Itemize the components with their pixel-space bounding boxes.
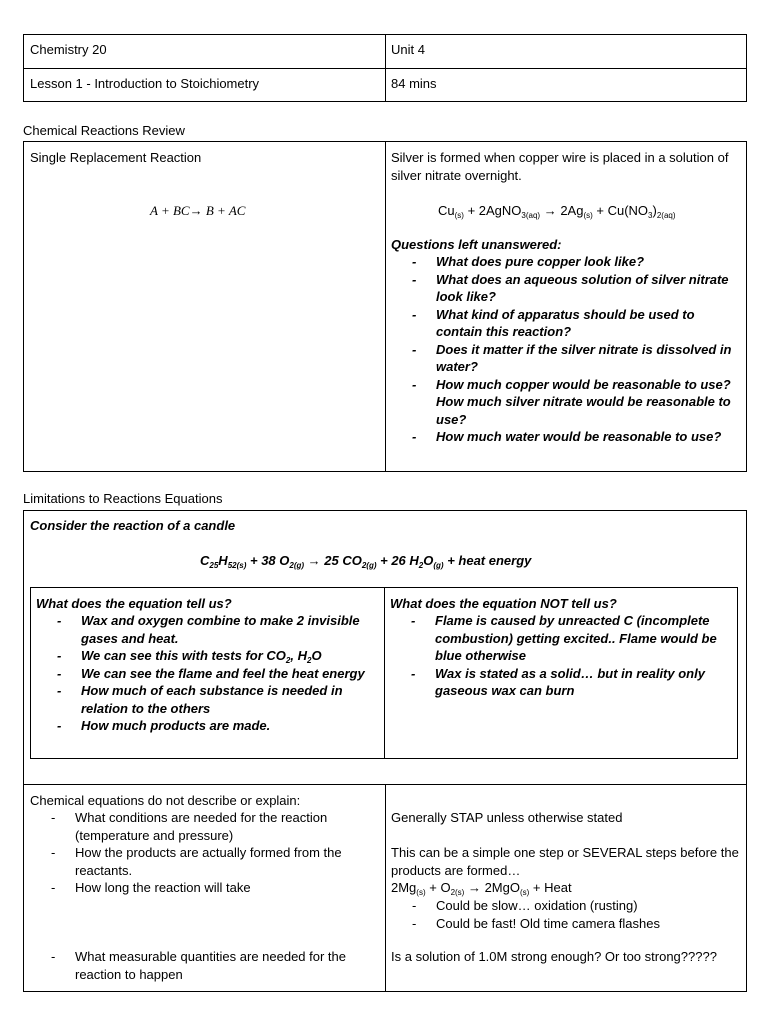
list-item: - How much copper would be reasonable to use? How much silver nitrate would be reasonable to use?: [391, 376, 743, 429]
list-item: - Flame is caused by unreacted C (incomplete combustion) getting excited.. Flame would be blue otherwise: [390, 612, 730, 665]
explain-list-bottom: [30, 948, 375, 983]
stap-note: Generally STAP unless otherwise stated: [391, 810, 623, 825]
list-item: - We can see the flame and feel the heat energy: [36, 665, 376, 683]
list-item: - We can see this with tests for $CO_2$, $H_2O$: [36, 647, 376, 665]
lesson-title: Lesson 1 - Introduction to Stoichiometry: [30, 76, 260, 91]
list-item: - What does an aqueous solution of silver nitrate look like?: [391, 271, 743, 306]
tell-list: [36, 612, 376, 735]
list-item: - What conditions are needed for the reaction (temperature and pressure): [30, 809, 375, 844]
explain-intro: Chemical equations do not describe or explain:: [30, 793, 301, 808]
solution-note: Is a solution of 1.0M strong enough? Or too strong?????: [391, 949, 717, 964]
list-item: - How much water would be reasonable to use?: [391, 428, 743, 446]
review-column-divider: [385, 141, 386, 472]
not-tell-list: [390, 612, 730, 700]
list-item: - Wax is stated as a solid… but in reality only gaseous wax can burn: [390, 665, 730, 700]
magnesium-equation: $2Mg_{(s)} + O_{2(s)} \to 2MgO_{(s)}$ + Heat: [391, 880, 572, 897]
list-item: - How the products are actually formed from the reactants.: [30, 844, 375, 879]
explain-column-divider: [385, 784, 386, 992]
reaction-description: Silver is formed when copper wire is placed in a solution of silver nitrate overnight.: [391, 150, 729, 183]
list-item: - What measurable quantities are needed for the reaction to happen: [30, 948, 375, 983]
reaction-type-title: Single Replacement Reaction: [30, 150, 202, 165]
list-item: - What kind of apparatus should be used to contain this reaction?: [391, 306, 743, 341]
list-item: - How long the reaction will take: [30, 879, 375, 897]
questions-list: [391, 253, 743, 446]
analysis-column-divider: [384, 587, 385, 759]
list-item: - Could be slow… oxidation (rusting): [391, 897, 743, 915]
limitations-heading: Limitations to Reactions Equations: [23, 491, 223, 506]
candle-title: Consider the reaction of a candle: [30, 518, 236, 533]
not-tell-title: What does the equation NOT tell us?: [390, 596, 617, 611]
candle-equation: $C_{25}H_{52(s)} + 38$ $O_{2(g)} \to 25$ $CO_{2(g)} + 26$ $H_2O_{(g)}$ + heat energy: [200, 553, 532, 570]
questions-title: Questions left unanswered:: [391, 237, 562, 252]
course-name: Chemistry 20: [30, 42, 107, 57]
copper-silver-equation: $Cu_{(s)}$ + 2AgNO$_{3(aq)}$ → $2Ag_{(s)} + Cu(NO_3)_{2(aq)}$: [438, 203, 676, 220]
general-equation: A + BC→ B + AC: [150, 203, 246, 218]
list-item: - Could be fast! Old time camera flashes: [391, 915, 743, 933]
unit-label: Unit 4: [391, 42, 425, 57]
list-item: - What does pure copper look like?: [391, 253, 743, 271]
review-heading: Chemical Reactions Review: [23, 123, 185, 138]
list-item: - How much products are made.: [36, 717, 376, 735]
speed-list: [391, 897, 743, 932]
lesson-duration: 84 mins: [391, 76, 437, 91]
list-item: - Wax and oxygen combine to make 2 invisible gases and heat.: [36, 612, 376, 647]
explain-list-top: [30, 809, 375, 897]
tell-title: What does the equation tell us?: [36, 596, 232, 611]
header-column-divider: [385, 34, 386, 102]
list-item: - Does it matter if the silver nitrate is dissolved in water?: [391, 341, 743, 376]
steps-note: This can be a simple one step or SEVERAL steps before the products are formed…: [391, 845, 739, 878]
list-item: - How much of each substance is needed in relation to the others: [36, 682, 376, 717]
